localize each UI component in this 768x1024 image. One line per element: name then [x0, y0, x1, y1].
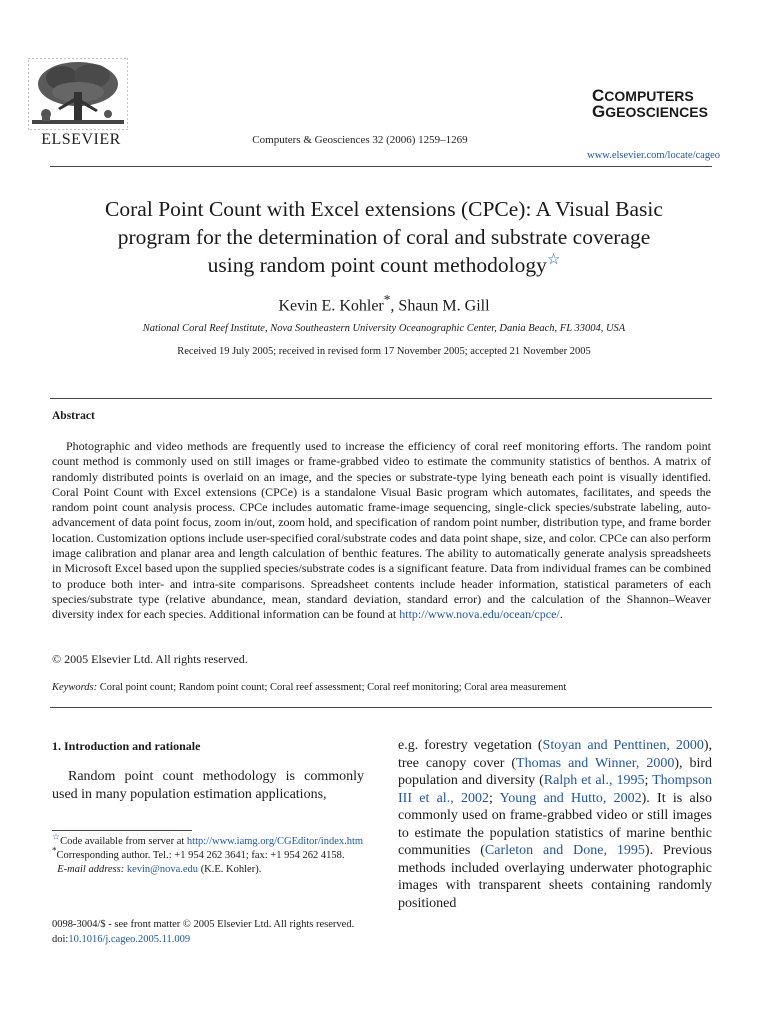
keywords-label: Keywords:	[52, 682, 98, 693]
author-name: Shaun M. Gill	[398, 297, 490, 315]
footnotes	[52, 831, 368, 877]
paragraph-text: ;	[488, 790, 500, 806]
journal-logo-line1: COMPUTERS	[604, 88, 694, 104]
email-owner: (K.E. Kohler).	[198, 864, 262, 875]
footnote-code	[52, 831, 368, 849]
citation-link[interactable]: Thomas and Winner, 2000	[516, 755, 675, 771]
abstract-url-link[interactable]: http://www.nova.edu/ocean/cpce/	[399, 607, 560, 622]
right-column-paragraph	[398, 737, 712, 912]
email-link[interactable]: kevin@nova.edu	[126, 864, 199, 875]
computers-geosciences-logo: CCOMPUTERS GGEOSCIENCES	[592, 86, 708, 121]
citation-link[interactable]: Ralph et al., 1995	[543, 773, 645, 788]
publisher-name: ELSEVIER	[41, 131, 121, 148]
author-name: Kevin E. Kohler	[278, 297, 384, 315]
title-line-2: program for the determination of coral and substrate coverage	[117, 225, 651, 249]
footnote-asterisk-mark: *	[52, 845, 57, 856]
doi-link[interactable]: 10.1016/j.cageo.2005.11.009	[68, 934, 191, 945]
author-separator: ,	[390, 297, 399, 315]
abstract-text: Photographic and video methods are frequently used to increase the efficiency of coral reef monitoring efforts. The random point count method is commonly used on still images or frame-grabbed video to estimate the community statistics of benthos. A matrix of randomly distributed points is overlaid on an image, and the species or substrate-type lying beneath each point is visually identified. Coral Point Count with Excel extensions (CPCe) is a standalone Visual Basic program which automates, facilitates, and speeds the random point count analysis process. CPCe includes automatic frame-image sequencing, single-click species/substrate labeling, auto-advancement of data point focus, zoom in/out, zoom hold, and specification of random point number, distribution type, and frame border location. Customization options include user-specified coral/substrate codes and data point shape, size, and color. CPCe can also perform image calibration and planar area and length calculation of benthic features. The ability to automatically generate analysis spreadsheets in Microsoft Excel based upon the supplied species/substrate codes is a significant feature. Data from individual frames can be combined to produce both inter- and intra-site comparisons. Spreadsheet contents include header information, statistical parameters of each species/substrate type (relative abundance, mean, standard deviation, standard error) and the calculation of the Shannon–Weaver diversity index for each species. Additional information can be found at	[52, 439, 711, 622]
footnote-divider	[52, 830, 192, 831]
title-line-3: using random point count methodology	[207, 253, 547, 277]
abstract-top-divider	[50, 398, 712, 399]
author-list	[40, 292, 728, 315]
doi-line	[52, 934, 190, 945]
abstract-text-end: .	[559, 607, 563, 622]
abstract-body	[52, 439, 711, 623]
elsevier-tree-logo	[28, 58, 128, 130]
section-heading: 1. Introduction and rationale	[52, 739, 201, 753]
left-column-paragraph: Random point count methodology is commonly used in many population estimation applications,	[52, 769, 364, 802]
paragraph-text: ). It is also commonly used on frame-grabbed video or still images to estimate the population statistics of marine benthic communities (	[398, 790, 712, 858]
abstract-bottom-divider	[50, 707, 712, 708]
title-line-1: Coral Point Count with Excel extensions (CPCe): A Visual Basic	[105, 197, 663, 221]
citation-link[interactable]: Stoyan and Penttinen, 2000	[542, 738, 704, 753]
header-divider	[50, 166, 712, 167]
email-label: E-mail address:	[57, 864, 125, 875]
issn-line: 0098-3004/$ - see front matter © 2005 Elsevier Ltd. All rights reserved.	[52, 919, 355, 930]
code-url-link[interactable]: http://www.iamg.org/CGEditor/index.htm	[186, 836, 364, 847]
paragraph-text: ), tree canopy cover (	[398, 738, 712, 771]
citation-link[interactable]: Carleton and Done, 1995	[484, 843, 645, 858]
abstract-copyright: © 2005 Elsevier Ltd. All rights reserved.	[52, 652, 248, 666]
paragraph-text: e.g. forestry vegetation (	[398, 738, 543, 753]
corresponding-author-mark[interactable]: *	[383, 292, 391, 307]
citation-link[interactable]: Young and Hutto, 2002	[499, 790, 642, 806]
article-dates: Received 19 July 2005; received in revised form 17 November 2005; accepted 21 November 2005	[177, 346, 591, 357]
citation-link[interactable]: Thompson III et al., 2002	[398, 773, 712, 806]
article-title	[40, 195, 728, 279]
footnote-text: Corresponding author. Tel.: +1 954 262 3641; fax: +1 954 262 4158.	[56, 850, 345, 861]
footnote-email	[52, 863, 368, 877]
paragraph-text: ). Previous methods included overlaying underwater photographic images with transparent sheets containing randomly positioned	[398, 843, 712, 911]
footnote-corresponding	[52, 845, 368, 863]
affiliation: National Coral Reef Institute, Nova Southeastern University Oceanographic Center, Dania Beach, FL 33004, USA	[142, 323, 626, 334]
footnote-text: Code available from server at	[60, 836, 187, 847]
title-footnote-link[interactable]: ☆	[546, 251, 561, 268]
journal-logo-line2: GEOSCIENCES	[605, 104, 708, 120]
keywords	[52, 682, 712, 693]
keywords-list: Coral point count; Random point count; Coral reef assessment; Coral reef monitoring; Coral area measurement	[99, 682, 567, 693]
doi-label: doi:	[52, 934, 69, 945]
paragraph-text: ;	[644, 773, 653, 788]
footnote-star-mark: ☆	[52, 831, 61, 842]
journal-citation: Computers & Geosciences 32 (2006) 1259–1269	[252, 134, 468, 146]
abstract-heading: Abstract	[52, 410, 95, 422]
journal-url-link[interactable]: www.elsevier.com/locate/cageo	[587, 150, 720, 161]
paragraph-text: ), bird population and diversity (	[398, 755, 712, 788]
